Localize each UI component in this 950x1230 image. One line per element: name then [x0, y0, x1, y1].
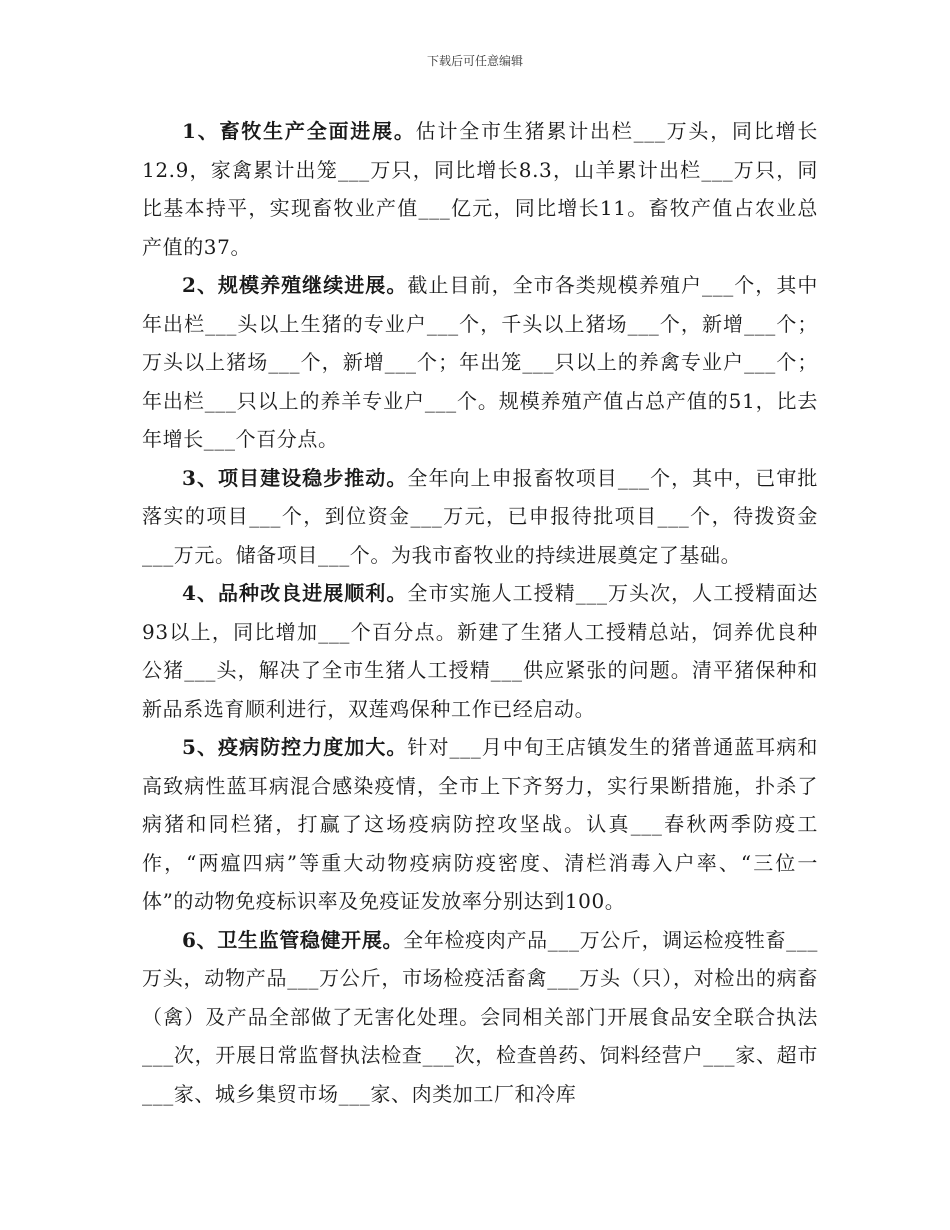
- paragraph-heading: 5、疫病防控力度加大。: [182, 735, 408, 759]
- paragraph-5: [142, 728, 818, 921]
- paragraph-3: [142, 459, 818, 575]
- paragraph-heading: 3、项目建设稳步推动。: [182, 465, 408, 490]
- paragraph-6: [142, 921, 818, 1114]
- paragraph-text: 截止目前，全市各类规模养殖户___个，其中年出栏___头以上生猪的专业户___个，千头以上猪场___个，新增___个；万头以上猪场___个，新增___个；年出笼___只以上的养禽专业户___个；年出栏___只以上的养羊专业户___个。规模养殖产值占总产值的51，比去年增长___个百分点。: [142, 273, 818, 451]
- paragraph-1: [142, 112, 818, 266]
- paragraph-text: 针对___月中旬王店镇发生的猪普通蓝耳病和高致病性蓝耳病混合感染疫情，全市上下齐努力，实行果断措施，扑杀了病猪和同栏猪，打赢了这场疫病防控攻坚战。认真___春秋两季防疫工作，“两瘟四病”等重大动物疫病防疫密度、清栏消毒入户率、“三位一体”的动物免疫标识率及免疫证发放率分别达到100。: [142, 735, 818, 913]
- paragraph-heading: 4、品种改良进展顺利。: [182, 581, 408, 605]
- paragraph-text: 全年检疫肉产品___万公斤，调运检疫牲畜___万头，动物产品___万公斤，市场检疫活畜禽___万头（只），对检出的病畜（禽）及产品全部做了无害化处理。会同相关部门开展食品安全联合执法___次，开展日常监督执法检查___次，检查兽药、饲料经营户___家、超市___家、城乡集贸市场___家、肉类加工厂和冷库: [142, 927, 818, 1106]
- paragraph-text: 全年向上申报畜牧项目___个，其中，已审批落实的项目___个，到位资金___万元，已申报待批项目___个，待拨资金___万元。储备项目___个。为我市畜牧业的持续进展奠定了基础。: [142, 465, 818, 567]
- paragraph-heading: 2、规模养殖继续进展。: [182, 273, 408, 297]
- paragraph-4: [142, 574, 818, 728]
- header-note: 下载后可任意编辑: [426, 54, 523, 68]
- paragraph-heading: 6、卫生监管稳健开展。: [182, 927, 404, 952]
- paragraph-text: 估计全市生猪累计出栏___万头，同比增长12.9，家禽累计出笼___万只，同比增长8.3，山羊累计出栏___万只，同比基本持平，实现畜牧业产值___亿元，同比增长11。畜牧产值占农业总产值的37。: [142, 119, 818, 259]
- paragraph-2: [142, 266, 818, 459]
- paragraph-text: 全市实施人工授精___万头次，人工授精面达93以上，同比增加___个百分点。新建了生猪人工授精总站，饲养优良种公猪___头，解决了全市生猪人工授精___供应紧张的问题。清平猪保种和新品系选育顺利进行，双莲鸡保种工作已经启动。: [142, 581, 818, 721]
- body-text: [142, 112, 818, 1113]
- paragraph-heading: 1、畜牧生产全面进展。: [182, 119, 416, 143]
